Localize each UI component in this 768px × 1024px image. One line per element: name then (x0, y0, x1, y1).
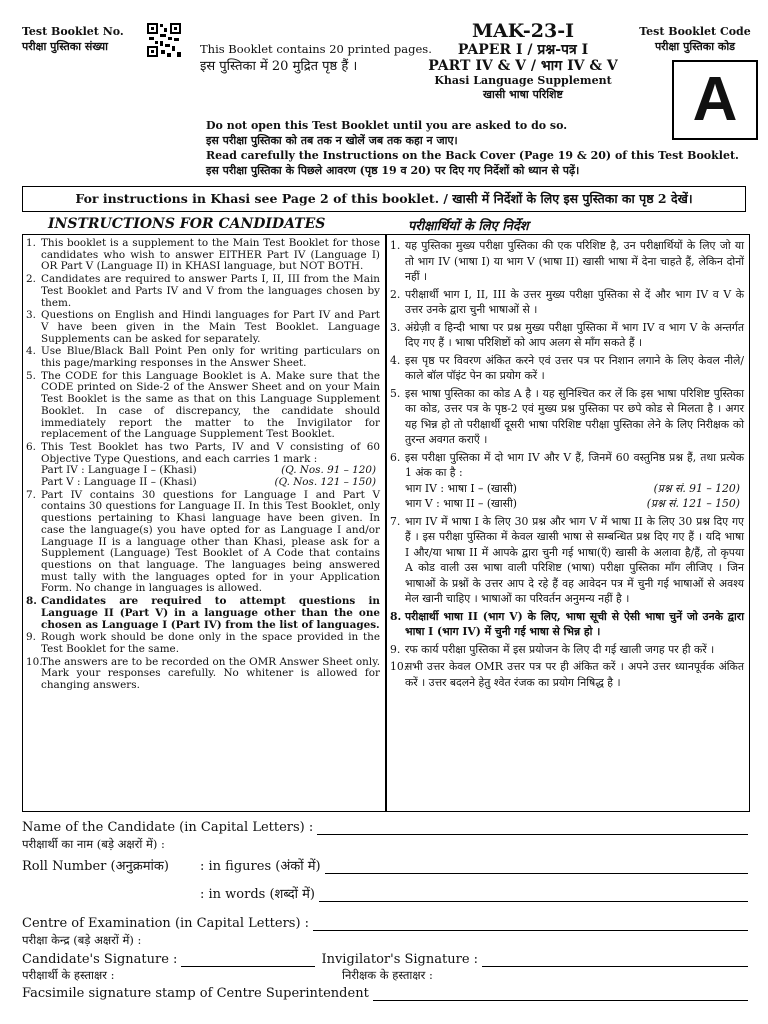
booklet-code-box: A (672, 60, 758, 140)
list-item: 3. Questions on English and Hindi languages for Part IV and Part V have been given in the Main Test Booklet. Language Supplements can be asked for separately. (26, 309, 380, 345)
list-item: 2. परीक्षार्थी भाग I, II, III के उत्तर मुख्य परीक्षा पुस्तिका से दें और भाग IV व V के उत्तर उनके द्वारा चुनी भाषाओं से । (390, 287, 744, 316)
name-row (22, 820, 748, 835)
exam-code: MAK-23-I (471, 20, 574, 42)
part-row: Part V : Language II – (Khasi) (Q. Nos. 121 – 150) (41, 476, 376, 489)
candidate-signature-label-hindi: परीक्षार्थी के हस्ताक्षर : (22, 968, 115, 982)
pages-info-text: This Booklet contains 20 printed pages. (200, 42, 432, 56)
booklet-code-label-block (630, 24, 760, 54)
roll-figures-field[interactable] (325, 861, 748, 874)
roll-words-field[interactable] (319, 889, 748, 902)
invigilator-signature-field[interactable] (482, 954, 748, 967)
qr-code-icon (146, 22, 182, 58)
list-item: 1. This booklet is a supplement to the Main Test Booklet for those candidates who wish to answer EITHER Part IV (Language I) OR Part V (Language II) in KHASI language, but NOT BOTH. (26, 237, 380, 273)
list-item: 5. इस भाषा पुस्तिका का कोड A है । यह सुनिश्चित कर लें कि इस भाषा परिशिष्ट पुस्तिका का कोड, उत्तर पत्र के पृष्ठ-2 एवं मुख्य प्रश्न पुस्तिका पर छपे कोड से मिलता है । अगर यह भिन्न हो तो परीक्षार्थी दूसरी भाषा परिशिष्ट परीक्षा पुस्तिका लेने के लिए निरीक्षक को तुरन्त अवगत कराएँ । (390, 386, 744, 446)
list-item: 10. सभी उत्तर केवल OMR उत्तर पत्र पर ही अंकित करें । अपने उत्तर ध्यानपूर्वक अंकित करें । उत्तर बदलने हेतु श्वेत रंजक का प्रयोग निषिद्ध है । (390, 660, 744, 689)
name-label-hindi: परीक्षार्थी का नाम (बड़े अक्षरों में) : (22, 837, 165, 851)
khasi-instructions-banner: For instructions in Khasi see Page 2 of this booklet. / खासी में निर्देशों के लिए इस पुस्तिका का पृष्ठ 2 देखें। (22, 186, 746, 212)
list-item: 4. Use Blue/Black Ball Point Pen only for writing particulars on this page/marking responses in the Answer Sheet. (26, 345, 380, 370)
list-item: 9. Rough work should be done only in the space provided in the Test Booklet for the same. (26, 631, 380, 655)
part-title: PART IV & V / भाग IV & V (428, 58, 618, 74)
roll-words-label: : in words (शब्दों में) (200, 887, 315, 902)
list-item: 8. परीक्षार्थी भाषा II (भाग V) के लिए, भाषा सूची से ऐसी भाषा चुनें जो उनके द्वारा भाषा I (भाग IV) में चुनी गई भाषा से भिन्न हो । (390, 609, 744, 638)
signature-row (22, 952, 748, 967)
roll-number-label: Roll Number (अनुक्रमांक) (22, 859, 169, 874)
list-item: 10. The answers are to be recorded on the OMR Answer Sheet only. Mark your responses carefully. No whitener is allowed for changing answers. (26, 655, 380, 692)
name-field[interactable] (317, 822, 748, 835)
name-label: Name of the Candidate (in Capital Letters) : (22, 820, 314, 835)
booklet-code-label: Test Booklet Code (639, 25, 751, 38)
roll-figures-label: : in figures (अंकों में) (200, 859, 321, 874)
name-row-hindi (22, 837, 748, 852)
centre-label-hindi: परीक्षा केन्द्र (बड़े अक्षरों में) : (22, 933, 142, 947)
centre-field[interactable] (313, 918, 748, 931)
facsimile-label: Facsimile signature stamp of Centre Superintendent (22, 986, 369, 1001)
facsimile-row (22, 986, 748, 1001)
invigilator-signature-label: Invigilator's Signature : (321, 952, 479, 967)
list-item: 4. इस पृष्ठ पर विवरण अंकित करने एवं उत्तर पत्र पर निशान लगाने के लिए केवल नीले/काले बॉल पॉइंट पेन का प्रयोग करें । (390, 353, 744, 382)
list-item: 8. Candidates are required to attempt questions in Language II (Part V) in a language other than the one chosen as Language I (Part IV) from the list of languages. (26, 595, 380, 631)
candidate-signature-field[interactable] (181, 954, 315, 967)
list-item: 3. अंग्रेज़ी व हिन्दी भाषा पर प्रश्न मुख्य परीक्षा पुस्तिका में भाग IV व भाग V के अन्तर्गत दिए गए हैं । भाषा परिशिष्टों को आप अलग से माँग सकते हैं । (390, 320, 744, 349)
booklet-pages-info (200, 42, 432, 74)
booklet-number-label: Test Booklet No. (22, 25, 124, 38)
booklet-number-block (22, 24, 124, 54)
list-item: 1. यह पुस्तिका मुख्य परीक्षा पुस्तिका की एक परिशिष्ट है, उन परीक्षार्थियों के लिए जो या तो भाग IV (भाषा I) या भाग V (भाषा II) खासी भाषा में देना चाहते हैं, लेकिन दोनों नहीं । (390, 239, 744, 283)
invigilator-signature-label-hindi: निरीक्षक के हस्ताक्षर : (342, 968, 433, 982)
warning-line: इस परीक्षा पुस्तिका के पिछले आवरण (पृष्ठ 19 व 20) पर दिए गए निर्देशों को ध्यान से पढ़ें। (206, 164, 580, 177)
instructions-title-hindi: परीक्षार्थियों के लिए निर्देश (408, 219, 529, 234)
candidate-signature-label: Candidate's Signature : (22, 952, 178, 967)
warning-line: इस परीक्षा पुस्तिका को तब तक न खोलें जब तक कहा न जाए। (206, 134, 458, 147)
paper-title: PAPER I / प्रश्न-पत्र I (457, 42, 589, 58)
part-row: भाग IV : भाषा I – (खासी) (प्रश्न सं. 91 – 120) (405, 481, 740, 495)
part-row: भाग V : भाषा II – (खासी) (प्रश्न सं. 121 – 150) (405, 497, 740, 510)
list-item: 7. भाग IV में भाषा I के लिए 30 प्रश्न और भाग V में भाषा II के लिए 30 प्रश्न दिए गए हैं । इस परीक्षा पुस्तिका में केवल खासी भाषा से सम्बन्धित प्रश्न दिए गए हैं । यदि भाषा I और/या भाषा II में आपके द्वारा चुनी गई भाषा(एँ) खासी के अलावा है/हैं, तो कृपया A कोड वाली उस भाषा वाली परिशिष्ट (भाषा) परीक्षा पुस्तिका माँग लीजिए । जिन भाषाओं के प्रश्नों के उत्तर आप दे रहे हैं वह आवेदन पत्र में चुनी गई भाषाओं से अवश्य मेल खानी चाहिए । भाषाओं का परिवर्तन अनुमन्य नहीं है । (390, 514, 744, 605)
instructions-list-hindi (390, 238, 744, 692)
list-item: 2. Candidates are required to answer Parts I, II, III from the Main Test Booklet and Parts IV and V from the languages chosen by them. (26, 273, 380, 309)
instructions-title: INSTRUCTIONS FOR CANDIDATES (48, 216, 326, 232)
booklet-code-label-hindi: परीक्षा पुस्तिका कोड (654, 40, 736, 53)
signature-row-hindi (22, 968, 748, 983)
warning-line: Read carefully the Instructions on the Back Cover (Page 19 & 20) of this Test Booklet. (206, 149, 739, 162)
list-item: 6. इस परीक्षा पुस्तिका में दो भाग IV और V हैं, जिनमें 60 वस्तुनिष्ठ प्रश्न हैं, तथा प्रत्येक 1 अंक का है : भाग IV : भाषा I – (खासी) (प्रश्न सं. 91 – 120) भाग V : भाषा II – (खासी) (प्रश्न सं. 121 – 150) (390, 450, 744, 510)
part-row: Part IV : Language I – (Khasi) (Q. Nos. 91 – 120) (41, 464, 376, 477)
list-item: 5. The CODE for this Language Booklet is A. Make sure that the CODE printed on Side-2 of the Answer Sheet and on your Main Test Booklet is the same as that on this Language Supplement Booklet. In case of discrepancy, the candidate should immediately report the matter to the Invigilator for replacement of the Language Supplement Test Booklet. (26, 369, 380, 441)
pages-info-text-hindi: इस पुस्तिका में 20 मुद्रित पृष्ठ हैं । (200, 59, 358, 74)
centre-label: Centre of Examination (in Capital Letters) : (22, 916, 310, 931)
list-item: 7. Part IV contains 30 questions for Language I and Part V contains 30 questions for Language II. In this Test Booklet, only questions pertaining to Khasi language have been given. In case the language(s) you have opted for as Language I and/or Language II is a language other than Khasi, please ask for a Supplement (Language) Test Booklet of A Code that contains questions on that language. The languages being answered must tally with the languages opted for in your Application Form. No change in languages is allowed. (26, 488, 380, 595)
booklet-number-label-hindi: परीक्षा पुस्तिका संख्या (22, 40, 109, 53)
roll-figures-row (22, 856, 748, 874)
instructions-list-english (26, 238, 380, 693)
centre-row (22, 916, 748, 931)
centre-row-hindi (22, 933, 748, 948)
supplement-title-hindi: खासी भाषा परिशिष्ट (483, 88, 563, 101)
facsimile-field[interactable] (373, 988, 748, 1001)
warning-block (206, 118, 746, 178)
paper-title-block (408, 20, 638, 102)
list-item: 6. This Test Booklet has two Parts, IV and V consisting of 60 Objective Type Questions, and each carries 1 mark : Part IV : Language I – (Khasi) (Q. Nos. 91 – 120) Part V : Language II – (Khasi) (Q. Nos. 121 – 150) (26, 440, 380, 489)
supplement-title: Khasi Language Supplement (434, 74, 612, 87)
warning-line: Do not open this Test Booklet until you are asked to do so. (206, 119, 568, 132)
list-item: 9. रफ कार्य परीक्षा पुस्तिका में इस प्रयोजन के लिए दी गई खाली जगह पर ही करें । (390, 642, 715, 656)
roll-words-row (22, 884, 748, 902)
